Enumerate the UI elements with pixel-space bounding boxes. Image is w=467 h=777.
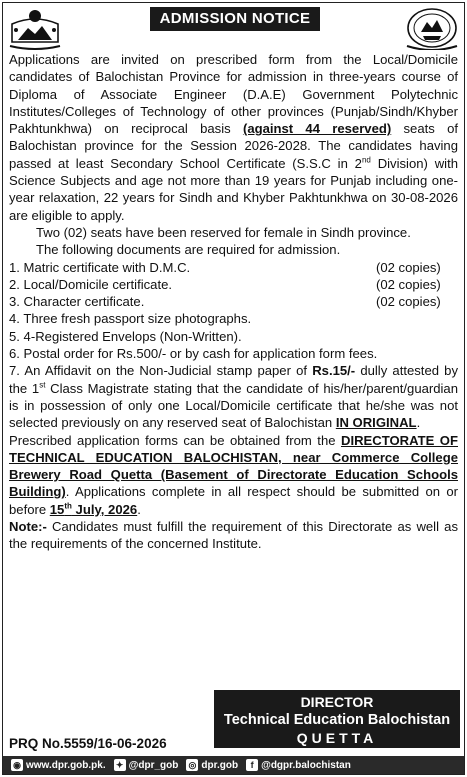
affidavit-text-2: dully attested by the 1	[9, 363, 458, 396]
document-copies: (02 copies)	[376, 276, 441, 292]
deadline-month-year: July, 2026	[71, 501, 138, 517]
instagram-link[interactable]	[186, 759, 238, 771]
directorate-address: DIRECTORATE OF TECHNICAL EDUCATION BALOCHISTAN, near Commerce College Brewery Road Quetta (Basement of Directorate Education Schools Building)	[9, 432, 458, 500]
note-text: Candidates must fulfill the requirement of this Directorate as well as the requirements of the concerned Institute.	[9, 519, 458, 552]
signatory-city: QUETTA	[296, 730, 378, 746]
forms-end: .	[137, 501, 141, 517]
forms-paragraph	[9, 432, 458, 518]
document-item	[9, 276, 458, 293]
prq-number: PRQ No.5559/16-06-2026	[9, 736, 167, 751]
document-item	[9, 310, 458, 327]
website-link[interactable]	[11, 759, 106, 771]
affidavit-superscript: st	[39, 380, 46, 390]
note-label: Note:-	[9, 519, 47, 535]
document-item	[9, 259, 458, 276]
document-text: 4. Three fresh passport size photographs.	[9, 311, 252, 327]
document-text: 5. 4-Registered Envelops (Non-Written).	[9, 328, 242, 344]
document-copies: (02 copies)	[376, 294, 441, 310]
female-seats: Two (02) seats have been reserved for female in Sindh province.	[36, 224, 411, 240]
intro-text: Applications are invited on prescribed form from the Local/Domicile candidates of Balochistan Province for admission in three-years course of Diploma of Associate Engineer (D.A.E) Government Polytechnic Institutes/Colleges of Technology of other provinces (Punjab/Sindh/Khyber Pakhtunkhwa) on reciprocal basis	[9, 52, 458, 137]
document-item	[9, 293, 458, 310]
forms-text: Prescribed application forms can be obtained from the	[9, 432, 341, 448]
note-paragraph	[9, 518, 458, 553]
document-copies: (02 copies)	[376, 259, 441, 275]
document-text: 1. Matric certificate with D.M.C.	[9, 259, 191, 275]
government-emblem-logo	[6, 6, 64, 50]
submission-deadline	[50, 502, 137, 517]
facebook-handle: @dgpr.balochistan	[261, 759, 351, 771]
instagram-icon: ◎	[186, 759, 198, 771]
in-original-label: IN ORIGINAL	[335, 415, 417, 431]
notice-body	[9, 51, 458, 553]
affidavit-item	[9, 362, 458, 431]
twitter-link[interactable]	[114, 759, 179, 771]
reserved-seats: (against 44 reserved)	[242, 121, 392, 137]
signatory-title: DIRECTOR	[300, 694, 374, 710]
affidavit-text: 7. An Affidavit on the Non-Judicial stamp paper of	[9, 363, 313, 379]
twitter-handle: @dpr_gob	[128, 759, 179, 771]
social-footer	[3, 756, 464, 774]
intro-superscript: nd	[361, 155, 371, 165]
document-text: 6. Postal order for Rs.500/- or by cash for application form fees.	[9, 346, 378, 362]
website-text: www.dpr.gob.pk.	[26, 759, 106, 771]
document-item	[9, 328, 458, 345]
documents-intro: The following documents are required for admission.	[36, 242, 341, 258]
signature-block	[214, 690, 460, 748]
intro-text-3: Division) with Science Subjects and age not more than 19 years for Punjab including one-year relaxation, 22 years for Sindh and Khyber Pakhtunkhwa on 30-08-2026 are eligible to apply.	[9, 155, 458, 223]
intro-paragraph	[9, 51, 458, 224]
facebook-icon: f	[246, 759, 258, 771]
intro-text-2: seats of Balochistan province for the Session 2026-2028. The candidates having passed at least Secondary School Certificate (S.S.C in 2	[9, 121, 458, 171]
header	[4, 4, 463, 50]
affidavit-end: .	[416, 415, 421, 431]
forms-text-2: . Applications complete in all respect should be submitted on or before	[9, 484, 458, 517]
twitter-icon: ✦	[114, 759, 126, 771]
deadline-day: 15	[49, 501, 65, 517]
affidavit-text-3: Class Magistrate stating that the candidate of his/her/parent/guardian is in possession of only one Local/Domicile certificate that he/she was not selected previously on any reserved seat of Balochistan	[9, 380, 458, 431]
documents-list	[9, 259, 458, 363]
document-text: 3. Character certificate.	[9, 294, 145, 310]
signatory-department: Technical Education Balochistan	[223, 712, 451, 728]
notice-title: ADMISSION NOTICE	[150, 7, 320, 31]
facebook-link[interactable]	[246, 759, 351, 771]
document-item	[9, 345, 458, 362]
stamp-fee: Rs.15/-	[312, 363, 356, 379]
globe-icon: ◉	[11, 759, 23, 771]
document-text: 2. Local/Domicile certificate.	[9, 276, 173, 292]
deadline-superscript: th	[64, 501, 72, 511]
instagram-handle: dpr.gob	[201, 759, 239, 771]
education-department-logo	[403, 6, 461, 50]
